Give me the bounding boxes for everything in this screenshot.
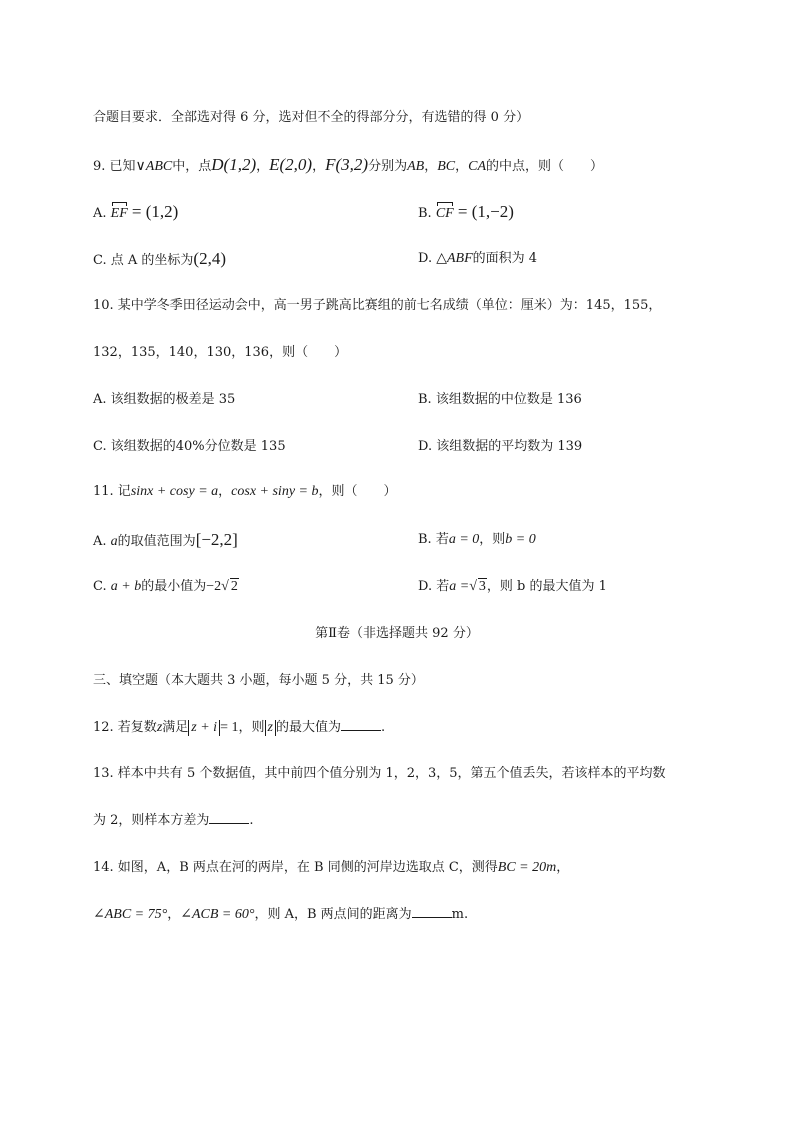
q14-comma: ，	[556, 860, 570, 875]
q12-abs-expr: z + i	[188, 720, 220, 736]
option-d-rest: ，则 b 的最大值为 1	[486, 579, 607, 594]
section-instruction: 合题目要求．全部选对得 6 分，选对但不全的得部分分，有选错的得 0 分）	[93, 110, 530, 125]
q13-end: .	[249, 813, 254, 828]
q12-text-a: 12. 若复数	[93, 720, 157, 735]
q9-option-d	[418, 249, 537, 269]
q14-bc-length: BC = 20m	[497, 860, 557, 875]
q9-point-f: F(3,2)	[325, 155, 369, 174]
option-c-coef: −2	[206, 579, 222, 594]
option-b-condition: a = 0	[448, 532, 480, 547]
sqrt-symbol: √	[469, 579, 477, 594]
answer-blank	[209, 811, 249, 824]
q9-point-d: D(1,2)	[211, 155, 257, 174]
answer-blank	[412, 905, 452, 918]
option-d-expr: a =	[449, 579, 470, 594]
q9-segment-ca: CA	[468, 159, 487, 174]
q12-abs-z: z	[265, 720, 276, 736]
option-c-value: (2,4)	[193, 249, 226, 268]
option-d-text: D. 若	[418, 579, 450, 594]
q9-text-a: 9. 已知	[93, 159, 136, 174]
q11-option-d	[418, 577, 607, 597]
q14-angle-abc: ∠ABC = 75°	[93, 907, 168, 922]
q11-text-a: 11. 记	[93, 484, 131, 499]
vector-cf: CF	[436, 204, 454, 224]
question-10-stem-line2: 132，135，140，130，136，则（ ）	[93, 345, 348, 360]
q12-text-c: ，则	[238, 720, 265, 735]
option-b-value: = (1,−2)	[457, 202, 514, 221]
q12-end: .	[380, 720, 386, 735]
q9-triangle: ∨ABC	[135, 159, 173, 174]
option-c-expr: a + b	[110, 579, 142, 594]
option-label: A.	[93, 534, 107, 549]
option-b-result: b = 0	[505, 532, 536, 547]
triangle-abf: △ABF	[436, 251, 473, 266]
q11-option-b	[418, 530, 536, 550]
option-a-value: = (1,2)	[131, 202, 179, 221]
q9-segment-bc: BC	[437, 159, 456, 174]
option-label: D.	[418, 251, 433, 266]
q9-text-b: 中，点	[172, 159, 212, 174]
q14-sep: ，	[167, 907, 181, 922]
q10-option-a: A. 该组数据的极差是 35	[93, 392, 236, 407]
option-label: A.	[93, 206, 107, 221]
q14-angle-acb: ∠ACB = 60°	[180, 907, 255, 922]
variable-a: a	[110, 534, 118, 549]
option-d-radicand: 3	[478, 579, 486, 594]
question-14-line2	[93, 905, 468, 925]
vector-ef: EF	[111, 204, 128, 224]
question-13-line2	[93, 811, 254, 831]
question-9-stem: 9. 已知∨ABC中，点D(1,2)，E(2,0)，F(3,2)分别为AB，BC，CA的中点，则（ ）	[93, 155, 604, 174]
option-c-text: C. 点 A 的坐标为	[93, 253, 194, 268]
q11-option-c	[93, 577, 239, 597]
q11-text-b: ，则（ ）	[318, 484, 397, 499]
q10-option-b: B. 该组数据的中位数是 136	[418, 392, 582, 407]
option-a-range: [−2,2]	[195, 530, 238, 549]
question-11-stem: 11. 记sinx + cosy = a，cosx + siny = b，则（ ）	[93, 484, 397, 499]
q9-point-e: E(2,0)	[269, 155, 313, 174]
option-c-text: 的最小值为	[141, 579, 207, 594]
q14-text-2: ，则 A，B 两点间的距离为	[254, 907, 412, 922]
q14-end: m.	[451, 907, 469, 922]
sqrt-symbol: √	[221, 579, 229, 594]
question-14-line1	[93, 858, 569, 878]
q11-option-a	[93, 530, 238, 552]
q14-text: 14. 如图，A，B 两点在河的两岸，在 B 同侧的河岸边选取点 C，测得	[93, 860, 498, 875]
q9-text-d: 的中点，则（ ）	[486, 159, 604, 174]
section-3-heading: 三、填空题（本大题共 3 小题，每小题 5 分，共 15 分）	[93, 673, 424, 688]
q9-option-b	[418, 202, 514, 224]
q9-option-c	[93, 249, 226, 271]
q13-text: 为 2，则样本方差为	[93, 813, 210, 828]
option-d-text: 的面积为 4	[472, 251, 538, 266]
option-label: C.	[93, 579, 107, 594]
question-10-stem-line1: 10. 某中学冬季田径运动会中，高一男子跳高比赛组的前七名成绩（单位：厘米）为：145，155，	[93, 298, 662, 313]
option-c-radicand: 2	[230, 579, 238, 594]
option-a-text: 的取值范围为	[117, 534, 196, 549]
q9-segment-ab: AB	[407, 159, 425, 174]
part-2-title: 第Ⅱ卷（非选择题共 92 分）	[315, 626, 479, 641]
question-13-line1: 13. 样本中共有 5 个数据值，其中前四个值分别为 1，2，3，5，第五个值丢失，若该样本的平均数	[93, 766, 666, 781]
q9-text-c: 分别为	[368, 159, 408, 174]
q12-text-b: 满足	[162, 720, 189, 735]
q12-var-z: z	[156, 720, 163, 735]
q12-text-d: 的最大值为	[275, 720, 341, 735]
q11-equation-2: cosx + siny = b	[231, 484, 319, 499]
option-label: B.	[418, 206, 432, 221]
q10-option-c: C. 该组数据的40%分位数是 135	[93, 439, 286, 454]
q10-option-d: D. 该组数据的平均数为 139	[418, 439, 583, 454]
question-12	[93, 718, 385, 738]
answer-blank	[341, 718, 381, 731]
option-b-mid: ，则	[479, 532, 506, 547]
q11-equation-1: sinx + cosy = a	[130, 484, 219, 499]
q12-equals: = 1	[220, 720, 239, 735]
q9-option-a	[93, 202, 178, 224]
option-b-text: B. 若	[418, 532, 449, 547]
